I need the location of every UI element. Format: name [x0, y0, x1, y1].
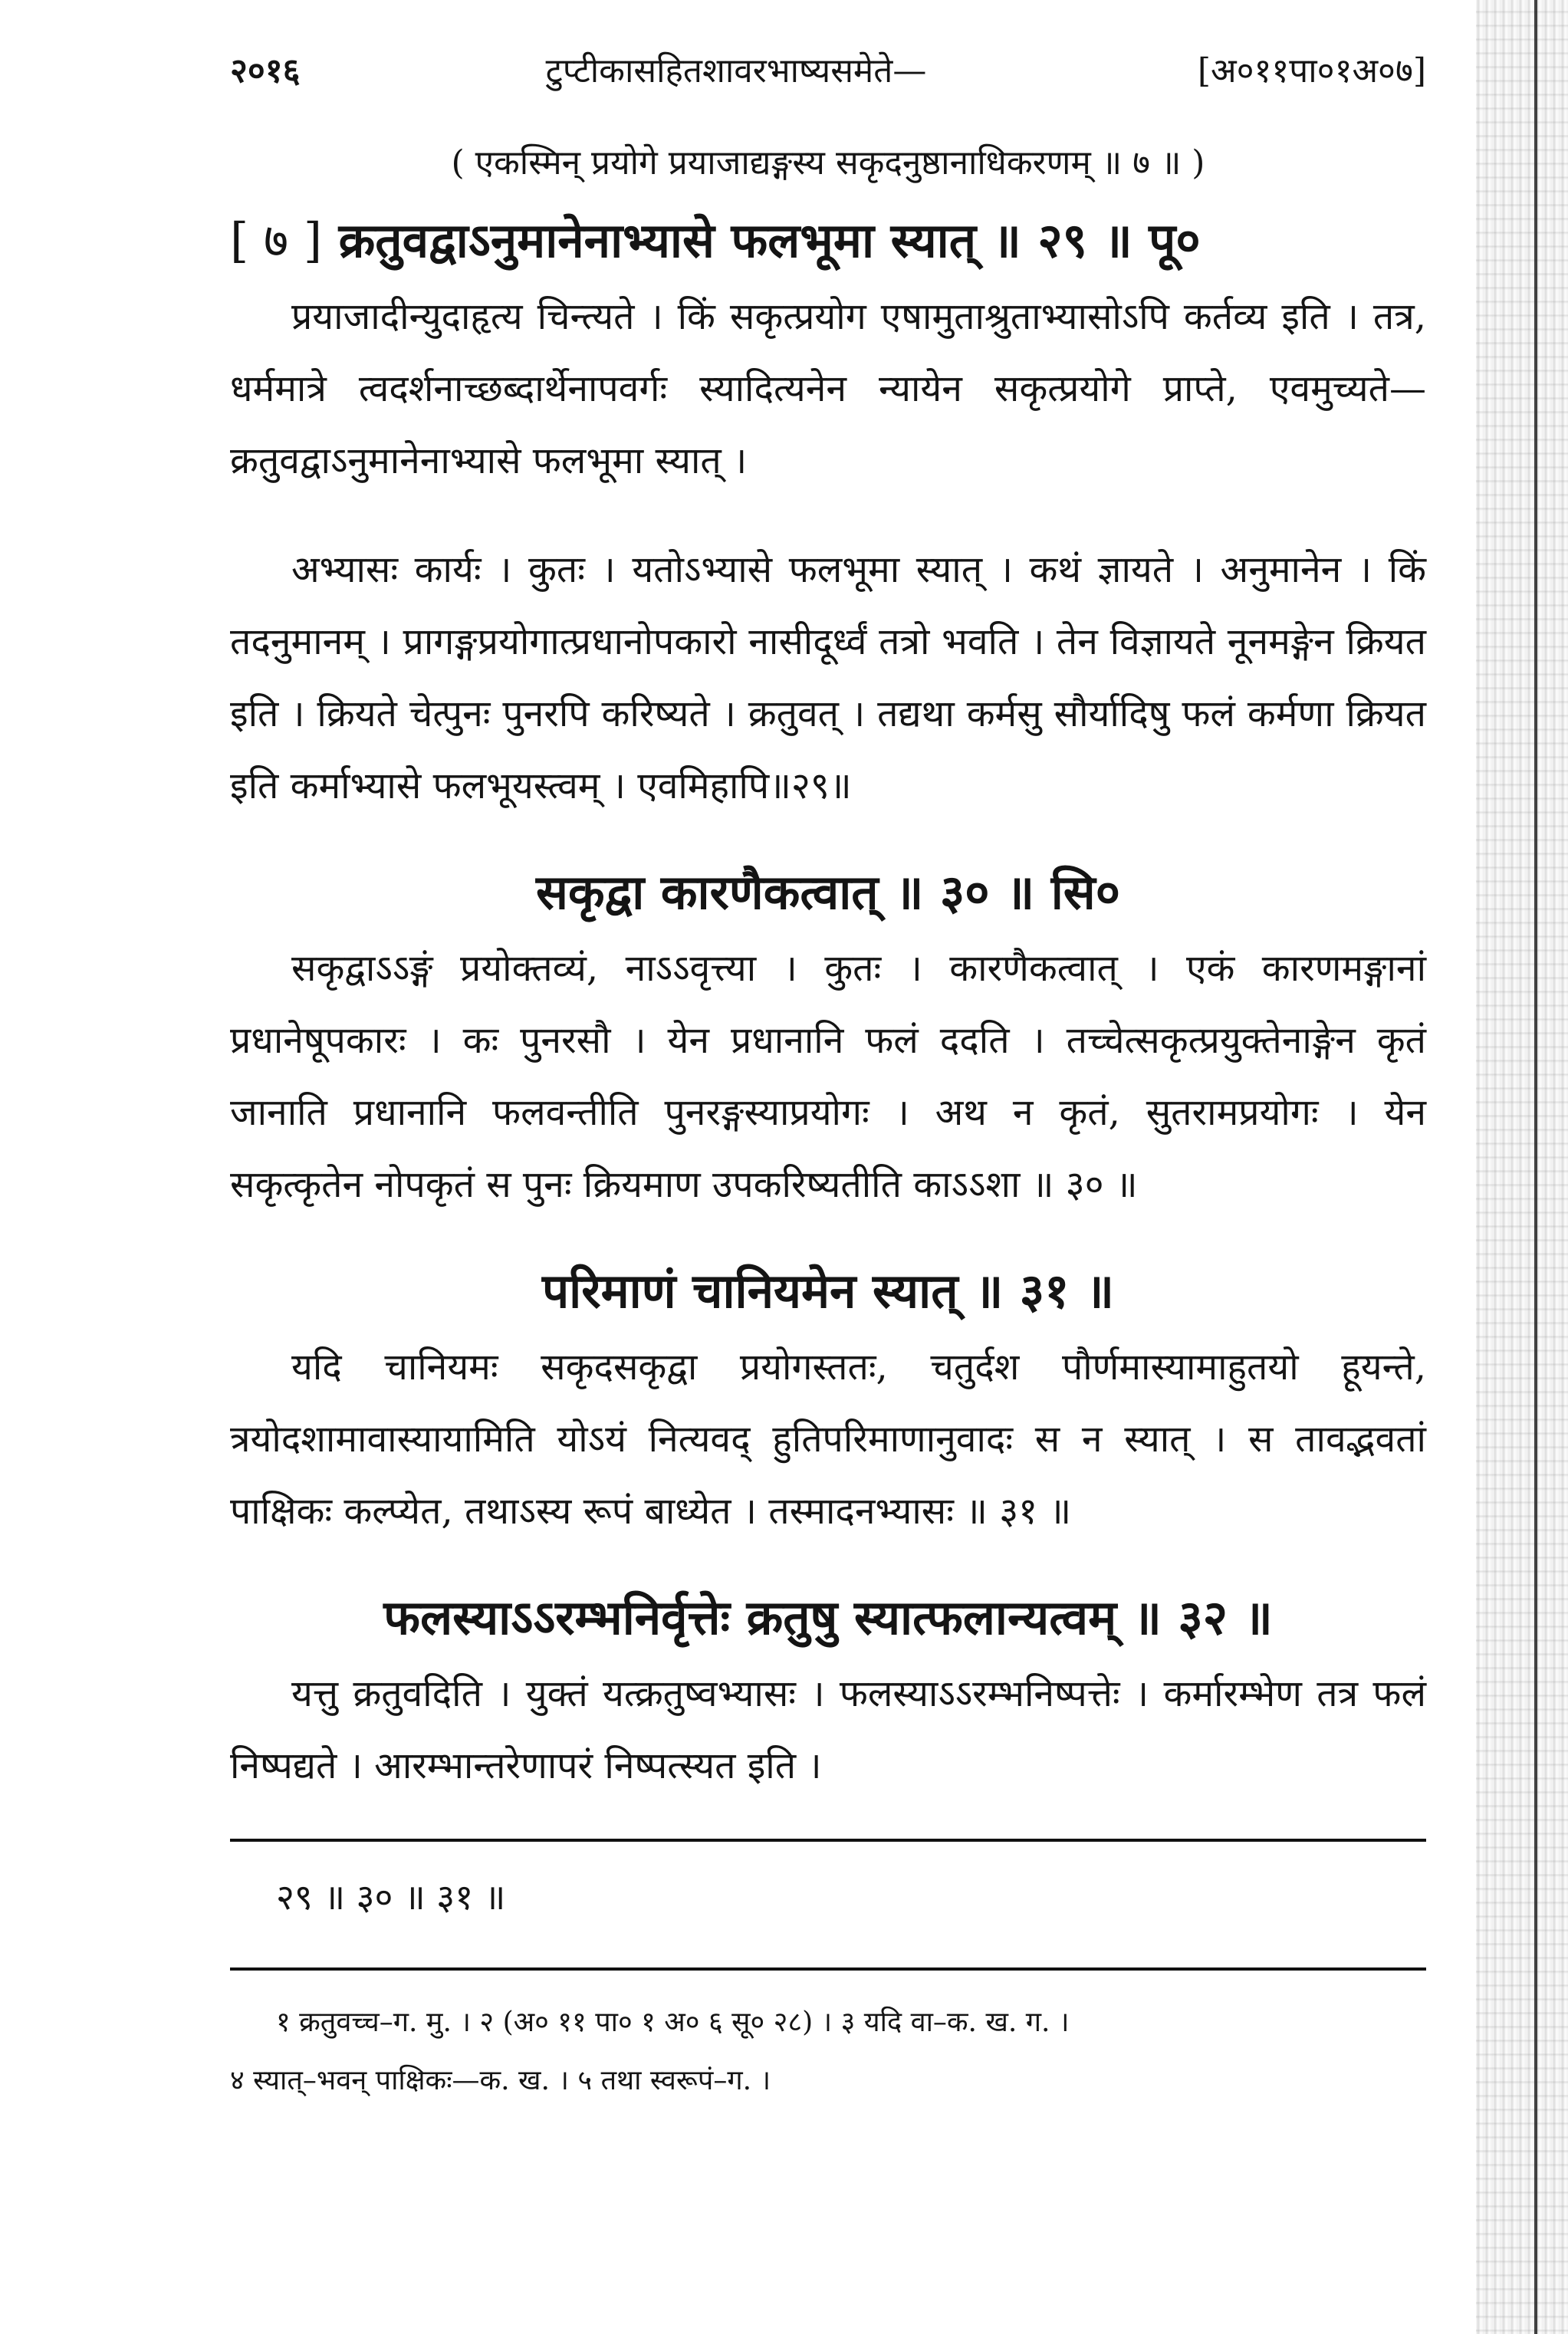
adhikarana-number: [ ७ ] [230, 212, 323, 268]
commentary-paragraph-3: सकृद्वाऽऽङ्गं प्रयोक्तव्यं, नाऽऽवृत्त्या । कुतः । कारणैकत्वात् । एकं कारणमङ्गानां प्रधानेषूपकारः । कः पुनरसौ । येन प्रधानानि फलं ददति । तच्चेत्सकृत्प्रयुक्तेनाङ्गेन कृतं जानाति प्रधानानि फलवन्तीति पुनरङ्गस्याप्रयोगः । अथ न कृतं, सुतरामप्रयोगः । येन सकृत्कृतेन नोपकृतं स पुनः क्रियमाण उपकरिष्यतीति काऽऽशा ॥ ३० ॥ [230, 947, 1426, 1206]
document-page [230, 46, 1426, 2110]
sutra-31: परिमाणं चानियमेन स्यात् ॥ ३१ ॥ [541, 1263, 1115, 1319]
divider-rule-2 [230, 1967, 1426, 1971]
footnote-line-1: १ क्रतुवच्च–ग. मु. । २ (अ० ११ पा० १ अ० ६ सू० २८) । ३ यदि वा–क. ख. ग. । [276, 2007, 1070, 2038]
sutra-references: २९ ॥ ३० ॥ ३१ ॥ [276, 1876, 506, 1918]
running-title: टुप्टीकासहितशावरभाष्यसमेते— [545, 51, 927, 90]
sutra-30: सकृद्वा कारणैकत्वात् ॥ ३० ॥ सि० [536, 864, 1120, 920]
sutra-32: फलस्याऽऽरम्भनिर्वृत्तेः क्रतुषु स्यात्फलान्यत्वम् ॥ ३२ ॥ [383, 1589, 1273, 1645]
page-number: २०१६ [230, 51, 301, 90]
binding-edge-line [1534, 0, 1537, 2334]
commentary-paragraph-4: यदि चानियमः सकृदसकृद्वा प्रयोगस्ततः, चतुर्दश पौर्णमास्यामाहुतयो हूयन्ते, त्रयोदशामावास्यायामिति योऽयं नित्यवद् हुतिपरिमाणानुवादः स न स्यात् । स तावद्भवतां पाक्षिकः कल्प्येत, तथाऽस्य रूपं बाध्येत । तस्मादनभ्यासः ॥ ३१ ॥ [230, 1346, 1426, 1533]
page-header [230, 46, 1426, 107]
divider-rule-1 [230, 1839, 1426, 1842]
commentary-paragraph-1: प्रयाजादीन्युदाहृत्य चिन्त्यते । किं सकृत्प्रयोग एषामुताश्रुताभ्यासोऽपि कर्तव्य इति । तत्र, धर्ममात्रे त्वदर्शनाच्छब्दार्थेनापवर्गः स्यादित्यनेन न्यायेन सकृत्प्रयोगे प्राप्ते, एवमुच्यते—क्रतुवद्वाऽनुमानेनाभ्यासे फलभूमा स्यात् । [230, 295, 1426, 482]
footnote-line-2: ४ स्यात्–भवन् पाक्षिकः—क. ख. । ५ तथा स्वरूपं–ग. । [230, 2065, 771, 2096]
commentary-paragraph-2: अभ्यासः कार्यः । कुतः । यतोऽभ्यासे फलभूमा स्यात् । कथं ज्ञायते । अनुमानेन । किं तदनुमानम् । प्रागङ्गप्रयोगात्प्रधानोपकारो नासीदूर्ध्वं तत्रो भवति । तेन विज्ञायते नूनमङ्गेन क्रियत इति । क्रियते चेत्पुनः पुनरपि करिष्यते । क्रतुवत् । तद्यथा कर्मसु सौर्यादिषु फलं कर्मणा क्रियत इति कर्माभ्यासे फलभूयस्त्वम् । एवमिहापि॥२९॥ [230, 548, 1426, 807]
chapter-reference: [अ०११पा०१अ०७] [1197, 51, 1426, 90]
adhikarana-title: ( एकस्मिन् प्रयोगे प्रयाजाद्यङ्गस्य सकृदनुष्ठानाधिकरणम् ॥ ७ ॥ ) [451, 143, 1205, 182]
sutra-29 [230, 207, 1426, 271]
sutra-29-text: क्रतुवद्वाऽनुमानेनाभ्यासे फलभूमा स्यात् ॥ २९ ॥ पू० [338, 212, 1201, 268]
footnotes [230, 1994, 1426, 2110]
scan-edge-artifact [1476, 0, 1568, 2334]
commentary-paragraph-5: यत्तु क्रतुवदिति । युक्तं यत्क्रतुष्वभ्यासः । फलस्याऽऽरम्भनिष्पत्तेः । कर्मारम्भेण तत्र फलं निष्पद्यते । आरम्भान्तरेणापरं निष्पत्स्यत इति । [230, 1672, 1426, 1787]
